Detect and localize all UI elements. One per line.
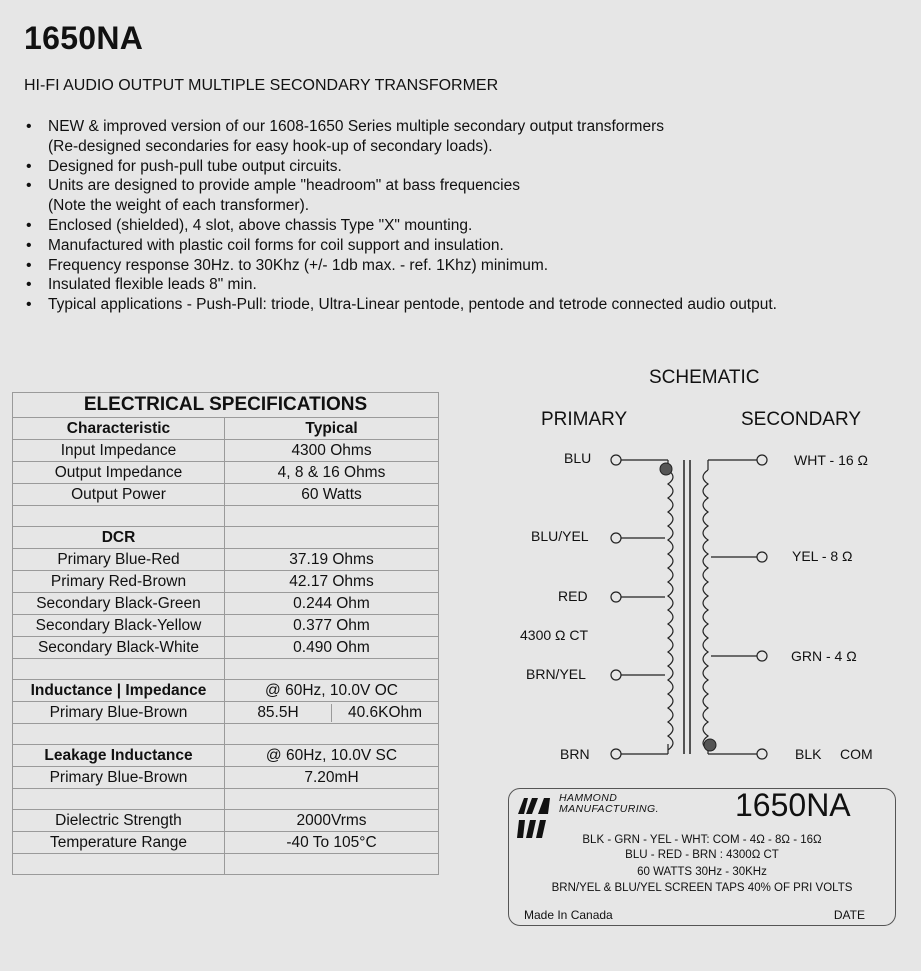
inductance-value: 85.5H	[225, 704, 332, 722]
hammond-logo-icon	[516, 794, 554, 838]
lead-brnyel-label: BRN/YEL	[526, 666, 586, 682]
schematic-title: SCHEMATIC	[649, 367, 760, 388]
table-spacer-row	[13, 659, 439, 680]
table-row: Primary Red-Brown 42.17 Ohms	[13, 571, 439, 593]
plate-line-1: BLK - GRN - YEL - WHT: COM - 4Ω - 8Ω - 16Ω	[582, 834, 822, 846]
lead-brn-label: BRN	[560, 746, 590, 762]
col-header-typical: Typical	[225, 418, 439, 440]
primary-label: PRIMARY	[541, 409, 628, 430]
date-label: DATE	[833, 908, 865, 922]
dcr-heading-row: DCR	[13, 527, 439, 549]
feature-item: • NEW & improved version of our 1608-1650 Series multiple secondary output transformers (Re-designed secondaries for easy hook-up of secondary loads).	[24, 117, 904, 157]
plate-line-4: BRN/YEL & BLU/YEL SCREEN TAPS 40% OF PRI VOLTS	[551, 882, 853, 894]
inductance-heading-row: Inductance | Impedance @ 60Hz, 10.0V OC	[13, 680, 439, 702]
ct-label: 4300 Ω CT	[520, 627, 589, 643]
impedance-value: 40.6KOhm	[347, 703, 423, 721]
page-subtitle: HI-FI AUDIO OUTPUT MULTIPLE SECONDARY TRANSFORMER	[24, 77, 499, 94]
page-title: 1650NA	[24, 20, 144, 56]
table-row: Dielectric Strength 2000Vrms	[13, 810, 439, 832]
feature-item: • Manufactured with plastic coil forms for coil support and insulation.	[24, 236, 904, 256]
table-row: Output Power 60 Watts	[13, 484, 439, 506]
lead-yel-label: YEL - 8 Ω	[792, 548, 853, 564]
plate-line-2: BLU - RED - BRN : 4300Ω CT	[625, 849, 779, 861]
table-row: Secondary Black-Green 0.244 Ohm	[13, 593, 439, 615]
lead-blk-label: BLK	[795, 746, 822, 762]
lead-wht-label: WHT - 16 Ω	[794, 452, 868, 468]
leakage-heading-row: Leakage Inductance @ 60Hz, 10.0V SC	[13, 745, 439, 767]
feature-item: • Units are designed to provide ample "headroom" at bass frequencies (Note the weight of each transformer).	[24, 176, 904, 216]
table-row: Secondary Black-Yellow 0.377 Ohm	[13, 615, 439, 637]
table-row: Secondary Black-White 0.490 Ohm	[13, 637, 439, 659]
table-row: Input Impedance 4300 Ohms	[13, 440, 439, 462]
feature-item: • Designed for push-pull tube output circuits.	[24, 157, 904, 177]
transformer-symbol	[500, 360, 921, 780]
made-in-label: Made In Canada	[524, 908, 613, 922]
lead-blu-label: BLU	[564, 450, 592, 466]
feature-list	[24, 117, 904, 315]
electrical-specifications-table	[12, 392, 439, 875]
secondary-label: SECONDARY	[741, 409, 862, 430]
lead-grn-label: GRN - 4 Ω	[791, 648, 857, 664]
table-spacer-row	[13, 854, 439, 875]
table-row: Temperature Range -40 To 105°C	[13, 832, 439, 854]
nameplate	[508, 788, 896, 926]
com-label: COM	[840, 746, 873, 762]
schematic-diagram	[500, 360, 921, 780]
table-row: Primary Blue-Red 37.19 Ohms	[13, 549, 439, 571]
table-spacer-row	[13, 724, 439, 745]
lead-red-label: RED	[558, 588, 588, 604]
table-spacer-row	[13, 506, 439, 527]
feature-item: • Enclosed (shielded), 4 slot, above chassis Type "X" mounting.	[24, 216, 904, 236]
feature-item: • Typical applications - Push-Pull: triode, Ultra-Linear pentode, pentode and tetrode connected audio output.	[24, 295, 904, 315]
feature-item: • Frequency response 30Hz. to 30Khz (+/- 1db max. - ref. 1Khz) minimum.	[24, 256, 904, 276]
col-header-characteristic: Characteristic	[13, 418, 225, 440]
lead-bluyel-label: BLU/YEL	[531, 528, 589, 544]
company-name: HAMMOND MANUFACTURING.	[559, 792, 659, 815]
table-row: Primary Blue-Brown 7.20mH	[13, 767, 439, 789]
specs-heading: ELECTRICAL SPECIFICATIONS	[13, 393, 439, 418]
plate-model: 1650NA	[735, 787, 851, 823]
feature-item: • Insulated flexible leads 8" min.	[24, 275, 904, 295]
table-row: Primary Blue-Brown 85.5H 40.6KOhm	[13, 702, 439, 724]
table-spacer-row	[13, 789, 439, 810]
table-row: Output Impedance 4, 8 & 16 Ohms	[13, 462, 439, 484]
plate-line-3: 60 WATTS 30Hz - 30KHz	[637, 866, 767, 878]
